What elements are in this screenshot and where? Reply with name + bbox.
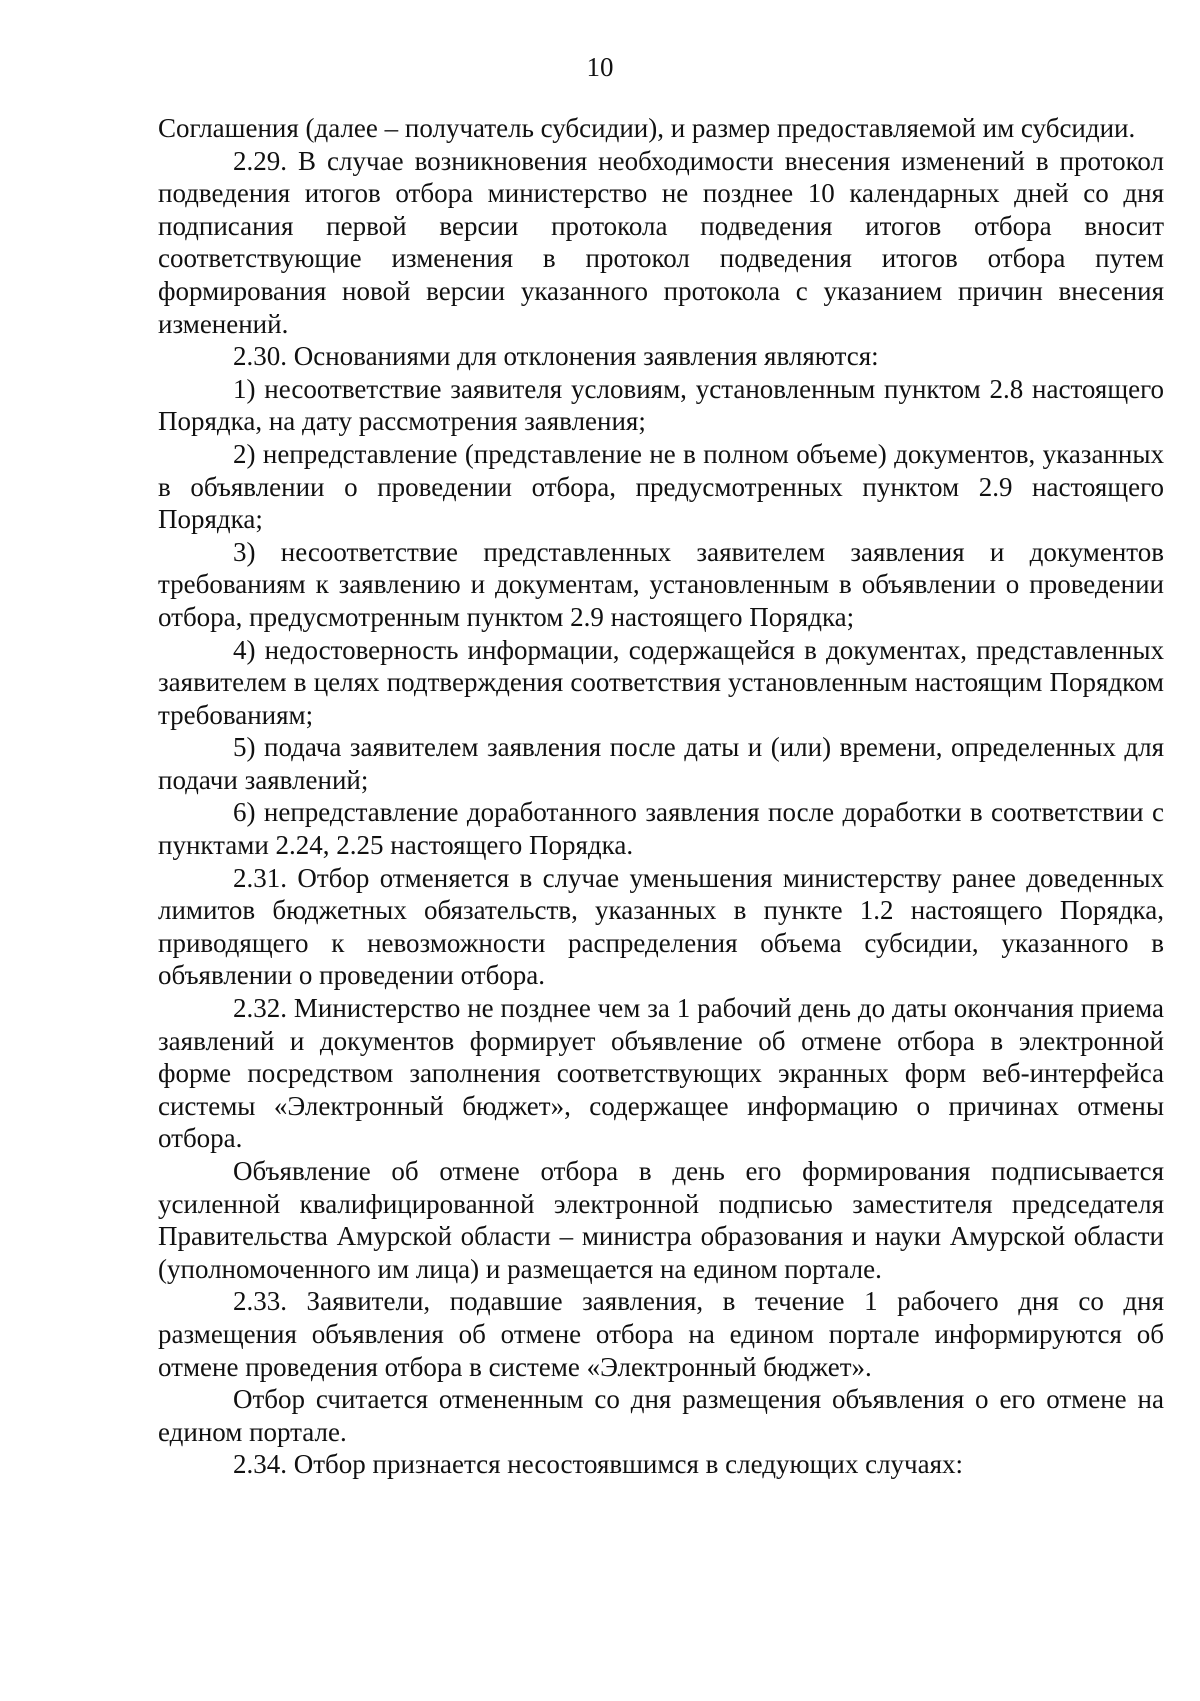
list-item-1: 1) несоответствие заявителя условиям, установленным пунктом 2.8 настоящего Порядка, на дату рассмотрения заявления; — [158, 373, 1164, 437]
paragraph-signature-notice: Объявление об отмене отбора в день его формирования подписывается усиленной квалифицированной электронной подписью заместителя председателя Правительства Амурской области – министра образования и науки Амурской области (уполномоченного им лица) и размещается на едином портале. — [158, 1156, 1164, 1284]
paragraph-2-34: 2.34. Отбор признается несостоявшимся в следующих случаях: — [233, 1449, 964, 1480]
page-number: 10 — [586, 52, 614, 82]
paragraph-2-30: 2.30. Основаниями для отклонения заявления являются: — [233, 341, 879, 372]
paragraph-continuation: Соглашения (далее – получатель субсидии), и размер предоставляемой им субсидии. — [158, 113, 1136, 143]
paragraph-2-33: 2.33. Заявители, подавшие заявления, в течение 1 рабочего дня со дня размещения объявления об отмене отбора на едином портале информируются об отмене проведения отбора в системе «Электронный бюджет». — [158, 1286, 1164, 1382]
paragraph-2-29: 2.29. В случае возникновения необходимости внесения изменений в протокол подведения итогов отбора министерство не позднее 10 календарных дней со дня подписания первой версии протокола подведения итогов отбора вносит соответствующие изменения в протокол подведения итогов отбора путем формирования новой версии указанного протокола с указанием причин внесения изменений. — [158, 145, 1164, 339]
paragraph-2-32: 2.32. Министерство не позднее чем за 1 рабочий день до даты окончания приема заявлений и документов формирует объявление об отмене отбора в электронной форме посредством заполнения соответствующих экранных форм веб-интерфейса системы «Электронный бюджет», содержащее информацию о причинах отмены отбора. — [158, 993, 1164, 1154]
list-item-4: 4) недостоверность информации, содержащейся в документах, представленных заявителем в целях подтверждения соответствия установленным настоящим Порядком требованиям; — [158, 634, 1164, 730]
paragraph-2-31: 2.31. Отбор отменяется в случае уменьшения министерству ранее доведенных лимитов бюджетных обязательств, указанных в пункте 1.2 настоящего Порядка, приводящего к невозможности распределения объема субсидии, указанного в объявлении о проведении отбора. — [158, 862, 1164, 991]
list-item-2: 2) непредставление (представление не в полном объеме) документов, указанных в объявлении о проведении отбора, предусмотренных пунктом 2.9 настоящего Порядка; — [158, 438, 1164, 535]
list-item-5: 5) подача заявителем заявления после даты и (или) времени, определенных для подачи заявлений; — [158, 732, 1164, 795]
paragraph-cancellation-date: Отбор считается отмененным со дня размещения объявления о его отмене на едином портале. — [158, 1384, 1164, 1447]
list-item-3: 3) несоответствие представленных заявителем заявления и документов требованиям к заявлению и документам, установленным в объявлении о проведении отбора, предусмотренным пунктом 2.9 настоящего Порядка; — [158, 536, 1164, 632]
list-item-6: 6) непредставление доработанного заявления после доработки в соответствии с пунктами 2.24, 2.25 настоящего Порядка. — [158, 797, 1164, 861]
document-body — [158, 112, 1164, 1481]
